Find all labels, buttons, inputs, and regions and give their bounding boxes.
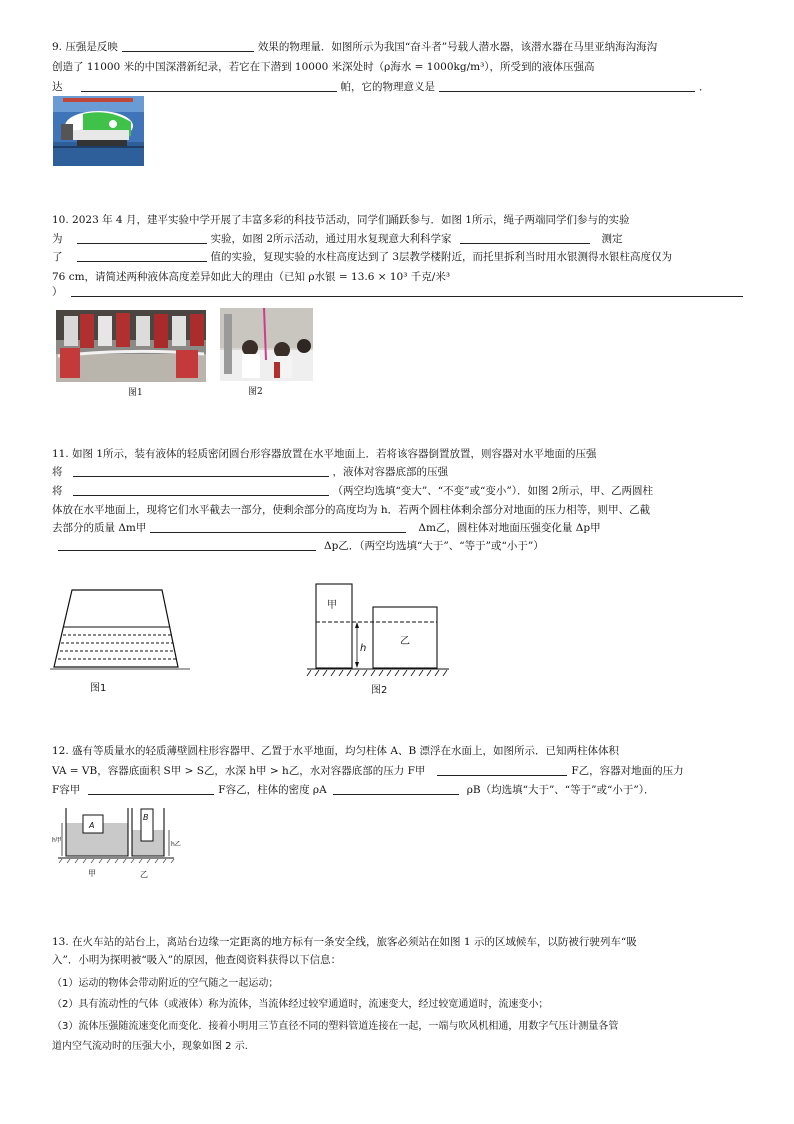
- q10-text: 测定: [601, 233, 623, 245]
- q9-text: 9. 压强是反映: [52, 41, 118, 53]
- q12-text: VA = VB，容器底面积 S甲 > S乙，水深 h甲 > h乙，水对容器底部的压力 F甲: [52, 765, 426, 777]
- q9-line-2: 创造了 11000 米的中国深潜新纪录，若它在下潜到 10000 米深处时（ρ海水 = 1000kg/m³），所受到的液体压强高: [52, 61, 595, 73]
- q11-line-3: [52, 484, 653, 498]
- hyi-label: h乙: [171, 841, 181, 848]
- q9-blank-2[interactable]: [81, 80, 337, 92]
- A-label: A: [89, 821, 95, 830]
- q12-text: F容乙，柱体的密度 ρA: [218, 784, 327, 796]
- q10-text: 实验，如图 2所示活动，通过用水复现意大利科学家: [210, 233, 452, 245]
- cylinder-jia: [316, 584, 352, 668]
- q11-cylinders-diagram: [305, 580, 455, 700]
- q13-line-1: 13. 在火车站的站台上，离站台边缘一定距离的地方标有一条安全线，旅客必须站在如图 1 示的区域候车，以防被行驶列车“吸: [52, 936, 637, 948]
- q11-blank-4[interactable]: [58, 539, 316, 551]
- q11-text: （两空均选填“变大”、“不变”或“变小”）．如图 2所示，甲、乙两圆柱: [332, 485, 653, 497]
- q12-blank-2[interactable]: [88, 783, 214, 795]
- q12-line-2: [52, 764, 684, 778]
- water-column-photo: [220, 308, 313, 381]
- q10-text: ）: [52, 286, 63, 298]
- q11-fig1-caption: 图1: [90, 683, 107, 694]
- q9-text: ．: [699, 81, 710, 93]
- rope-experiment-photo: [56, 310, 206, 382]
- q12-line-3: [52, 783, 655, 797]
- q10-text: 为: [52, 233, 63, 245]
- q12-blank-3[interactable]: [333, 783, 459, 795]
- q10-fig2-caption: 图2: [248, 387, 263, 397]
- q10-text: 了: [52, 251, 63, 263]
- q11-text: Δp乙．（两空均选填“大于”、“等于”或“小于”）: [324, 540, 544, 552]
- q9-line-1: [52, 40, 657, 54]
- q11-line-2: [52, 465, 448, 479]
- q9-blank-3[interactable]: [439, 80, 695, 92]
- q11-text: ，液体对容器底部的压强: [332, 466, 448, 478]
- jia-caption: 甲: [88, 869, 96, 878]
- q11-line-1: 11. 如图 1所示，装有液体的轻质密闭圆台形容器放置在水平地面上．若将该容器倒置放置，则容器对水平地面的压强: [52, 448, 597, 460]
- q13-info-1: （1）运动的物体会带动附近的空气随之一起运动；: [52, 978, 279, 989]
- submarine-photo: [53, 96, 144, 166]
- q10-text: 值的实验，复现实验的水柱高度达到了 3层教学楼附近，而托里拆利当时用水银测得水银柱高度仅为: [210, 251, 673, 263]
- q11-text: Δm乙，圆柱体对地面压强变化量 Δp甲: [418, 522, 601, 534]
- q11-text: 将: [52, 485, 63, 497]
- q10-blank-3[interactable]: [77, 250, 207, 262]
- q11-line-4: 体放在水平地面上，现将它们水平截去一部分，使剩余部分的高度均为 h．若两个圆柱体剩余部分对地面的压力相等，则甲、乙截: [52, 504, 651, 516]
- q10-line-4: 76 cm，请简述两种液体高度差异如此大的理由（已知 ρ水银 = 13.6 × 10³ 千克/米³: [52, 271, 451, 283]
- q9-text: 效果的物理量．如图所示为我国“奋斗者”号载人潜水器，该潜水器在马里亚纳海沟海沟: [257, 41, 658, 53]
- q11-frustum-diagram: [50, 585, 200, 695]
- q9-text: 帕，它的物理意义是: [340, 81, 435, 93]
- q10-line-3: [52, 250, 672, 264]
- q10-blank-1[interactable]: [77, 232, 207, 244]
- q10-line-5: [52, 285, 743, 299]
- q11-text: 将: [52, 466, 63, 478]
- q11-line-5: [52, 521, 601, 535]
- q10-fig1-caption: 图1: [128, 388, 143, 398]
- q13-line-2: 入”．小明为探明被“吸入”的原因，他查阅资料获得以下信息：: [52, 954, 342, 966]
- q10-line-2: [52, 232, 623, 246]
- h-label: h: [360, 643, 367, 654]
- B-label: B: [143, 813, 149, 822]
- q12-text: ρB（均选填“大于”、“等于”或“小于”）．: [466, 784, 655, 796]
- q13-info-3b: 道内空气流动时的压强大小，现象如图 2 示.: [52, 1041, 248, 1052]
- q11-fig2-caption: 图2: [371, 685, 388, 696]
- q10-blank-4[interactable]: [71, 285, 743, 297]
- q12-text: F乙，容器对地面的压力: [571, 765, 684, 777]
- q10-line-1: 10. 2023 年 4 月，建平实验中学开展了丰富多彩的科技节活动，同学们踊跃参与．如图 1所示，绳子两端同学们参与的实验: [52, 214, 630, 226]
- q13-info-3: （3）流体压强随流速变化而变化．接着小明用三节直径不同的塑料管道连接在一起，一端与吹风机相通，用数字气压计测量各管: [52, 1021, 619, 1032]
- yi-caption: 乙: [140, 870, 148, 879]
- q12-text: F容甲: [52, 784, 81, 796]
- q11-text: 去部分的质量 Δm甲: [52, 522, 147, 534]
- q12-containers-diagram: [52, 806, 192, 880]
- yi-label: 乙: [400, 636, 410, 647]
- jia-label: 甲: [327, 600, 337, 611]
- hjia-label: h甲: [52, 837, 62, 844]
- q12-blank-1[interactable]: [437, 764, 567, 776]
- q11-blank-3[interactable]: [150, 521, 406, 533]
- q10-blank-2[interactable]: [460, 232, 590, 244]
- q11-line-6: [52, 539, 544, 553]
- q13-info-2: （2）具有流动性的气体（或液体）称为流体，当流体经过较窄通道时，流速变大，经过较宽通道时，流速变小；: [52, 999, 549, 1010]
- q11-blank-2[interactable]: [73, 484, 329, 496]
- q11-blank-1[interactable]: [73, 465, 329, 477]
- q9-blank-1[interactable]: [122, 40, 254, 52]
- q9-text: 达: [52, 81, 63, 93]
- q9-line-3: [52, 80, 710, 94]
- q12-line-1: 12. 盛有等质量水的轻质薄壁圆柱形容器甲、乙置于水平地面，均匀柱体 A、B 漂浮在水面上，如图所示．已知两柱体体积: [52, 745, 620, 757]
